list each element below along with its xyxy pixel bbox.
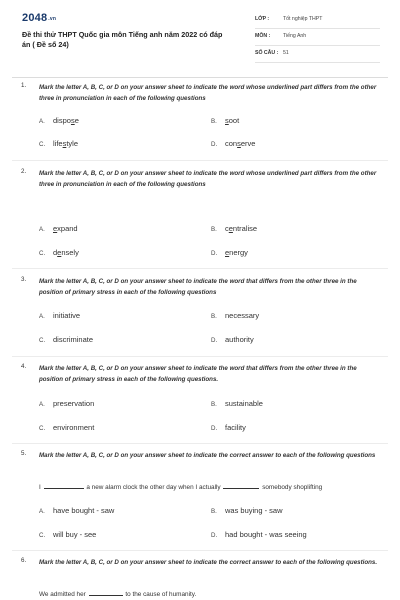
option-d[interactable]	[211, 335, 254, 344]
question-separator	[12, 443, 388, 444]
option-c[interactable]	[39, 248, 79, 257]
question-instruction: Mark the letter A, B, C, or D on your answer sheet to indicate the word whose underlined part differs from the other three in pronunciation in each of the following questions	[39, 84, 377, 102]
option-text: con	[225, 139, 238, 148]
question-instruction: Mark the letter A, B, C, or D on your answer sheet to indicate the word whose underlined part differs from the other three in pronunciation in each of the following questions	[39, 170, 377, 188]
option-a[interactable]	[39, 399, 94, 408]
question-sentence	[39, 483, 322, 491]
sentence-part: We admitted her	[39, 591, 86, 598]
meta-label: LỚP :	[255, 16, 270, 22]
logo-text: 2048	[22, 12, 48, 24]
option-text: will buy - see	[53, 530, 97, 539]
question-number: 2.	[21, 168, 27, 175]
option-text: xpand	[57, 224, 78, 233]
question-instruction: Mark the letter A, B, C, or D on your answer sheet to indicate the word that differs from the other three in the position of primary stress in each of the following questions.	[39, 365, 357, 383]
option-b[interactable]	[211, 224, 257, 233]
question-instruction: Mark the letter A, B, C, or D on your answer sheet to indicate the correct answer to each of the following questions.	[39, 559, 378, 566]
option-letter: A.	[39, 118, 45, 125]
option-letter: D.	[211, 337, 218, 344]
option-text: preservation	[53, 399, 95, 408]
logo-suffix: .vn	[48, 16, 57, 22]
sentence-part: I	[39, 484, 41, 491]
option-text: nergy	[229, 248, 248, 257]
question-separator	[12, 268, 388, 269]
option-letter: B.	[211, 226, 217, 233]
option-letter: D.	[211, 141, 218, 148]
exam-meta	[255, 14, 380, 65]
option-text: ntralise	[232, 224, 258, 233]
option-a[interactable]	[39, 311, 80, 320]
option-letter: A.	[39, 401, 45, 408]
option-letter: C.	[39, 337, 46, 344]
meta-value: Tiếng Anh	[283, 33, 307, 39]
option-text: was buying - saw	[225, 506, 283, 515]
option-text: life	[53, 139, 63, 148]
option-b[interactable]	[211, 399, 263, 408]
meta-row-grade	[255, 14, 380, 29]
option-text: necessary	[225, 311, 260, 320]
meta-label: MÔN :	[255, 33, 271, 39]
document-header	[0, 0, 400, 72]
option-letter: C.	[39, 532, 46, 539]
option-b[interactable]	[211, 506, 283, 515]
option-d[interactable]	[211, 139, 255, 148]
option-letter: B.	[211, 401, 217, 408]
option-text: authority	[225, 335, 254, 344]
option-underlined: s	[237, 139, 241, 148]
option-letter: D.	[211, 532, 218, 539]
meta-row-subject	[255, 31, 380, 46]
option-d[interactable]	[211, 248, 248, 257]
option-letter: B.	[211, 118, 217, 125]
option-letter: A.	[39, 313, 45, 320]
option-a[interactable]	[39, 506, 114, 515]
question-number: 5.	[21, 450, 27, 457]
option-letter: C.	[39, 141, 46, 148]
question-number: 4.	[21, 363, 27, 370]
option-c[interactable]	[39, 335, 93, 344]
option-b[interactable]	[211, 311, 259, 320]
option-c[interactable]	[39, 139, 78, 148]
option-c[interactable]	[39, 530, 96, 539]
option-text: sustainable	[225, 399, 263, 408]
meta-value: Tốt nghiệp THPT	[283, 16, 323, 22]
option-underlined: e	[225, 248, 230, 257]
option-text: oot	[228, 116, 240, 125]
option-text: facility	[225, 423, 246, 432]
option-letter: C.	[39, 250, 46, 257]
question-number: 3.	[21, 276, 27, 283]
question-instruction: Mark the letter A, B, C, or D on your answer sheet to indicate the word that differs from the other three in the position of primary stress in each of the following questions	[39, 278, 357, 296]
option-d[interactable]	[211, 530, 307, 539]
question-separator	[12, 356, 388, 357]
question-number: 6.	[21, 557, 27, 564]
meta-row-count	[255, 48, 380, 63]
question-sentence	[39, 590, 196, 598]
meta-label: SỐ CÂU :	[255, 50, 279, 56]
option-text: erve	[240, 139, 256, 148]
option-text: nsely	[61, 248, 79, 257]
option-underlined: e	[53, 224, 58, 233]
option-text: c	[225, 224, 229, 233]
answer-blank[interactable]	[89, 590, 123, 596]
option-text: have bought - saw	[53, 506, 115, 515]
option-underlined: e	[57, 248, 62, 257]
site-logo[interactable]	[22, 12, 56, 24]
question-instruction: Mark the letter A, B, C, or D on your answer sheet to indicate the correct answer to each of the following questions	[39, 452, 376, 459]
option-underlined: s	[225, 116, 229, 125]
option-underlined: s	[70, 116, 75, 125]
option-letter: B.	[211, 313, 217, 320]
option-letter: A.	[39, 226, 45, 233]
option-text: dispo	[53, 116, 71, 125]
question-separator	[12, 550, 388, 551]
option-text: tyle	[66, 139, 79, 148]
option-letter: A.	[39, 508, 45, 515]
answer-blank[interactable]	[223, 483, 259, 489]
question-number: 1.	[21, 82, 27, 89]
option-text: initiative	[53, 311, 81, 320]
option-letter: B.	[211, 508, 217, 515]
option-b[interactable]	[211, 116, 239, 125]
option-text: environment	[53, 423, 95, 432]
sentence-part: to the cause of humanity.	[125, 591, 197, 598]
option-underlined: s	[62, 139, 67, 148]
option-text: d	[53, 248, 58, 257]
option-text: e	[74, 116, 79, 125]
option-c[interactable]	[39, 423, 94, 432]
answer-blank[interactable]	[44, 483, 84, 489]
option-d[interactable]	[211, 423, 246, 432]
option-letter: D.	[211, 250, 218, 257]
option-text: had bought - was seeing	[225, 530, 307, 539]
option-text: discriminate	[53, 335, 94, 344]
exam-title: Đề thi thử THPT Quốc gia môn Tiếng anh năm 2022 có đáp án ( Đề số 24)	[22, 30, 223, 49]
option-a[interactable]	[39, 224, 78, 233]
option-underlined: e	[228, 224, 233, 233]
option-letter: C.	[39, 425, 46, 432]
option-letter: D.	[211, 425, 218, 432]
sentence-part: a new alarm clock the other day when I actually	[86, 484, 221, 491]
meta-value: 51	[283, 50, 289, 56]
sentence-part: somebody shoplifting	[262, 484, 323, 491]
option-a[interactable]	[39, 116, 79, 125]
header-divider	[12, 77, 388, 78]
question-separator	[12, 160, 388, 161]
